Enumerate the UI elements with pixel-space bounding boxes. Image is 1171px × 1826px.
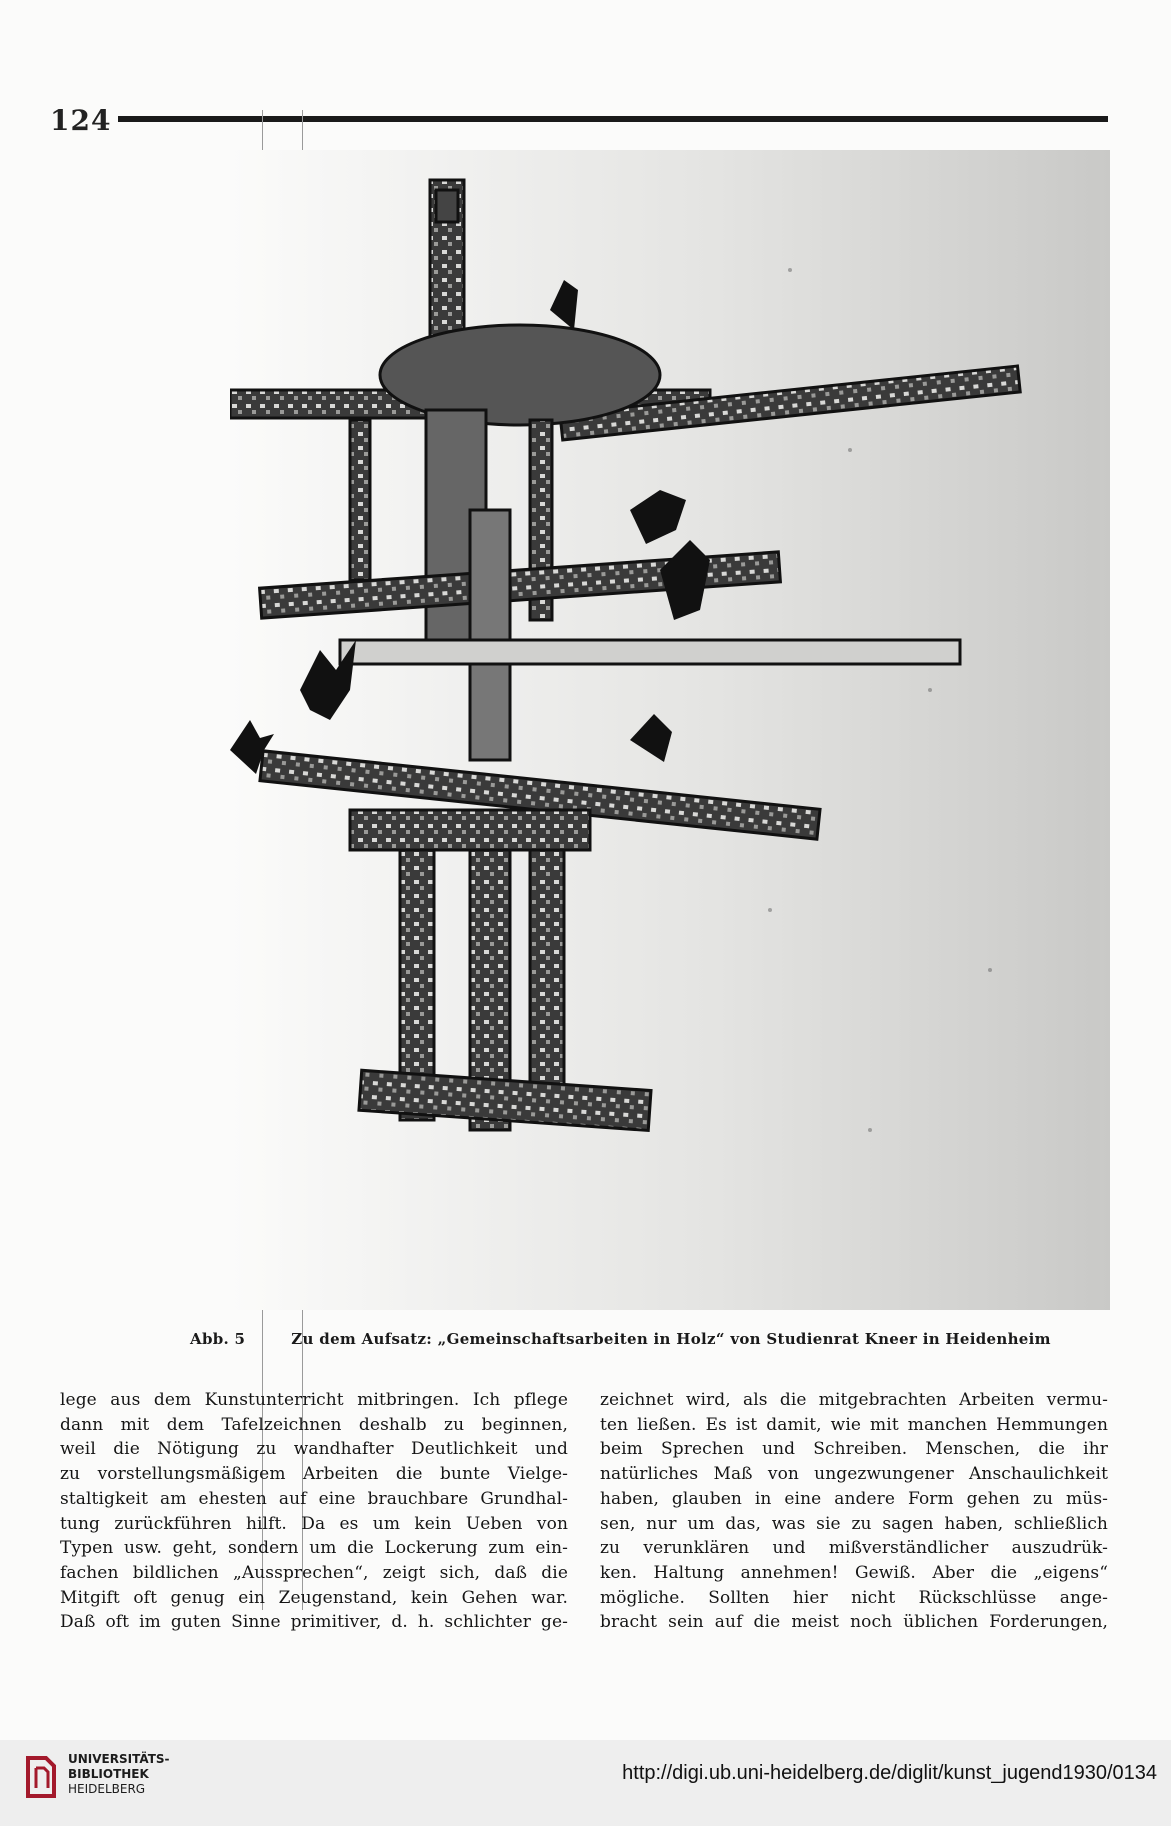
text-line: ken. Haltung annehmen! Gewiß. Aber die „eigens“ xyxy=(600,1562,1108,1583)
text-line: fachen bildlichen „Aussprechen“, zeigt sich, daß die xyxy=(60,1562,568,1583)
source-url-link[interactable]: http://digi.ub.uni-heidelberg.de/diglit/kunst_jugend1930/0134 xyxy=(622,1762,1157,1784)
text-line: mögliche. Sollten hier nicht Rückschlüsse ange- xyxy=(600,1587,1108,1608)
text-line: zu vorstellungsmäßigem Arbeiten die bunte Vielge- xyxy=(60,1464,568,1485)
text-line: beim Sprechen und Schreiben. Menschen, die ihr xyxy=(600,1439,1108,1460)
text-line: ten ließen. Es ist damit, wie mit manchen Hemmungen xyxy=(600,1414,1108,1435)
figure-photo-wooden-sculpture xyxy=(230,150,1110,1310)
body-column-right xyxy=(600,1388,1108,1635)
library-name xyxy=(68,1752,170,1797)
text-line: dann mit dem Tafelzeichnen deshalb zu beginnen, xyxy=(60,1414,568,1435)
text-line: Typen usw. geht, sondern um die Lockerung zum ein- xyxy=(60,1538,568,1559)
text-line: haben, glauben in eine andere Form gehen zu müs- xyxy=(600,1488,1108,1509)
text-line: bracht sein auf die meist noch üblichen Forderungen, xyxy=(600,1612,1108,1633)
text-line: tung zurückführen hilft. Da es um kein Ueben von xyxy=(60,1513,568,1534)
page-number: 124 xyxy=(50,104,112,137)
library-logo-icon xyxy=(24,1754,58,1800)
text-line: zu verunklären und mißverständlicher auszudrük- xyxy=(600,1538,1108,1559)
library-name-line3: HEIDELBERG xyxy=(68,1782,146,1796)
text-line: Mitgift oft genug ein Zeugenstand, kein Gehen war. xyxy=(60,1587,568,1608)
text-line: staltigkeit am ehesten auf eine brauchbare Grundhal- xyxy=(60,1488,568,1509)
text-line: zeichnet wird, als die mitgebrachten Arbeiten vermu- xyxy=(600,1390,1108,1410)
figure-caption-text: Zu dem Aufsatz: „Gemeinschaftsarbeiten in Holz“ von Studienrat Kneer in Heidenheim xyxy=(291,1330,1051,1348)
text-line: sen, nur um das, was sie zu sagen haben, schließlich xyxy=(600,1513,1108,1534)
text-line: lege aus dem Kunstunterricht mitbringen. Ich pflege xyxy=(60,1390,568,1410)
figure-label: Abb. 5 xyxy=(190,1330,246,1348)
text-line: Daß oft im guten Sinne primitiver, d. h. schlichter ge- xyxy=(60,1612,568,1633)
text-line: natürliches Maß von ungezwungener Anschaulichkeit xyxy=(600,1464,1108,1485)
body-column-left xyxy=(60,1388,568,1635)
figure-caption xyxy=(190,1330,1050,1348)
library-name-line1: UNIVERSITÄTS- xyxy=(68,1752,170,1766)
header-rule xyxy=(118,116,1108,122)
library-footer xyxy=(0,1740,1171,1826)
library-name-line2: BIBLIOTHEK xyxy=(68,1767,149,1781)
text-line: weil die Nötigung zu wandhafter Deutlichkeit und xyxy=(60,1439,568,1460)
